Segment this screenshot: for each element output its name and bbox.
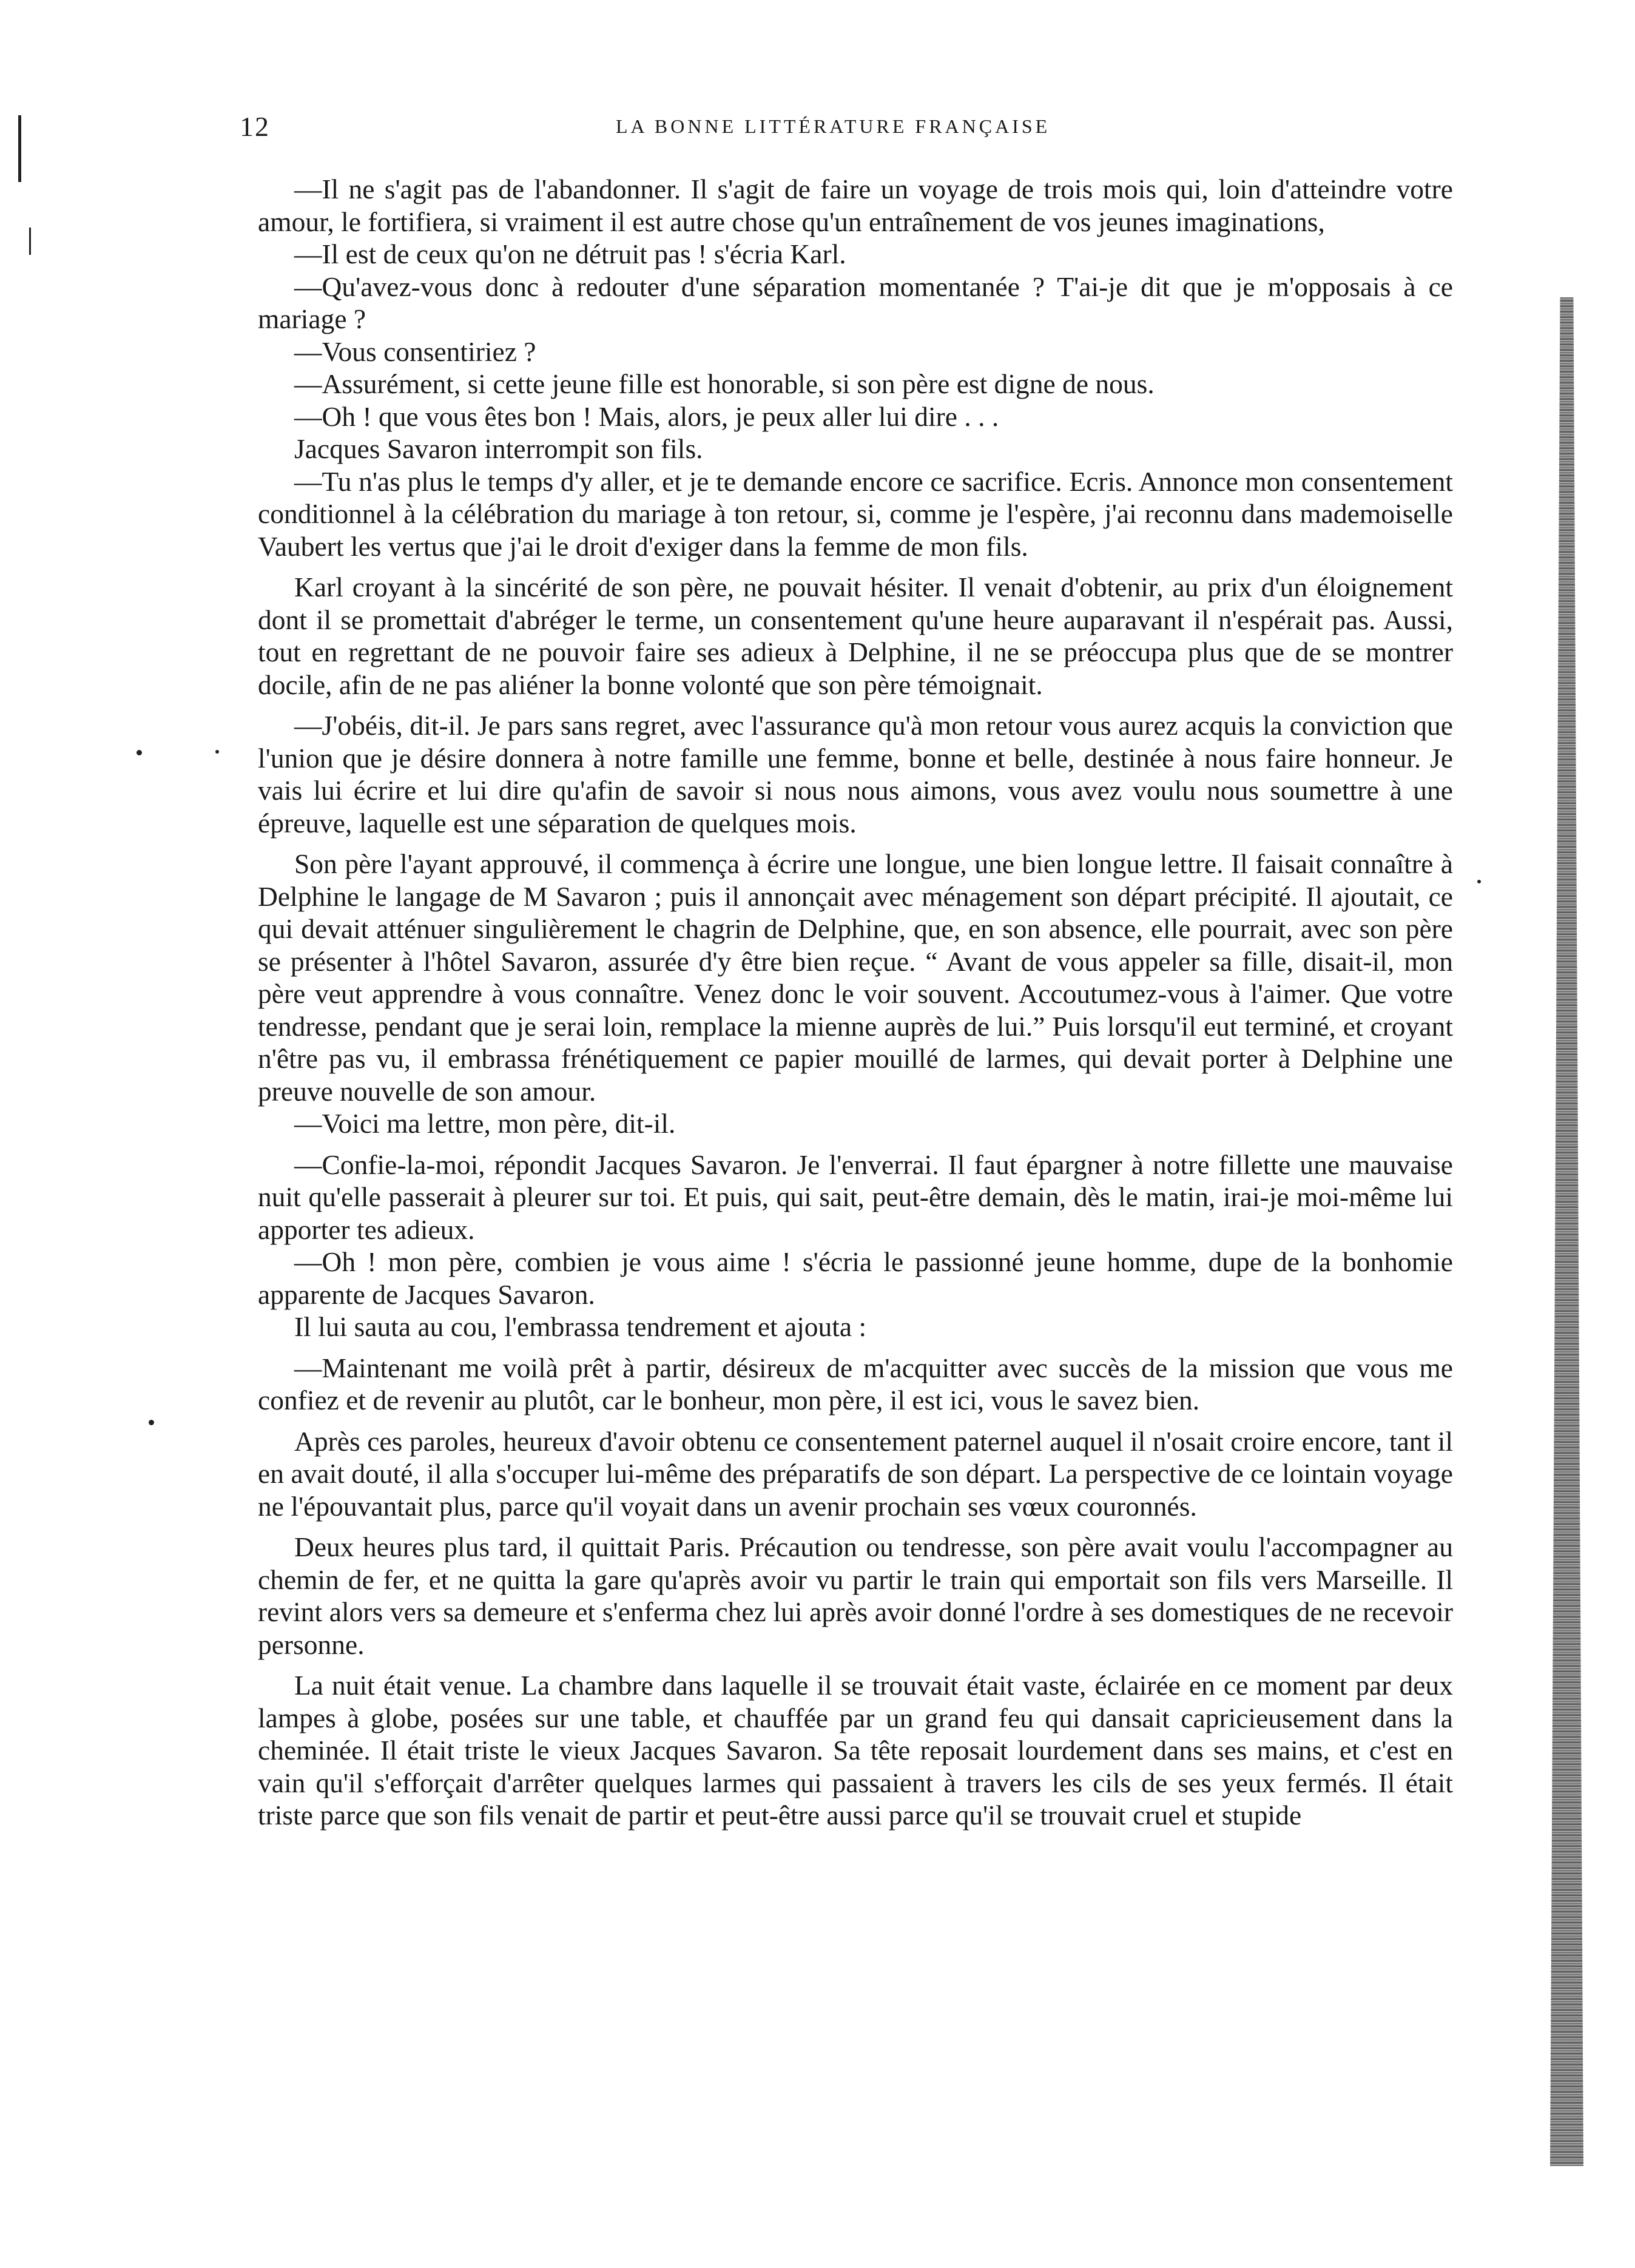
paragraph: La nuit était venue. La chambre dans laquelle il se trouvait était vaste, éclairée en ce moment par deux lampes à globe, posées sur une table, et chauffée par un grand feu qui dansait capricieusement dans la cheminée. Il était triste le vieux Jacques Savaron. Sa tête reposait lourdement dans ses mains, et c'est en vain qu'il s'efforçait d'arrêter quelques larmes qui passaient à travers les cils de ses yeux fermés. Il était triste parce que son fils venait de partir et peut-être aussi parce qu'il se trouvait cruel et stupide (258, 1670, 1453, 1831)
paragraph: Jacques Savaron interrompit son fils. (294, 433, 703, 464)
paragraph: —Assurément, si cette jeune fille est honorable, si son père est digne de nous. (294, 368, 1155, 399)
paragraph: —Confie-la-moi, répondit Jacques Savaron. Je l'enverrai. Il faut épargner à notre fillette une mauvaise nuit qu'elle passerait à pleurer sur toi. Et puis, qui sait, peut-être demain, dès le matin, irai-je moi-même lui apporter tes adieux. (258, 1149, 1453, 1245)
page-binding-shadow (1550, 297, 1583, 2166)
paragraph: —Maintenant me voilà prêt à partir, désireux de m'acquitter avec succès de la mission que vous me confiez et de revenir au plutôt, car le bonheur, mon père, il est ici, vous le savez bien. (258, 1352, 1453, 1416)
paragraph: —Il est de ceux qu'on ne détruit pas ! s'écria Karl. (294, 238, 846, 269)
running-title: LA BONNE LITTÉRATURE FRANÇAISE (616, 115, 1051, 137)
paragraph: —Oh ! mon père, combien je vous aime ! s'écria le passionné jeune homme, dupe de la bonhomie apparente de Jacques Savaron. (258, 1246, 1453, 1310)
page-number: 12 (240, 111, 270, 142)
paragraph: —J'obéis, dit-il. Je pars sans regret, avec l'assurance qu'à mon retour vous aurez acquis la conviction que l'union que je désire donnera à notre famille une femme, bonne et belle, destinée à nous faire honneur. Je vais lui écrire et lui dire qu'afin de savoir si nous nous aimons, vous avez voulu nous soumettre à une épreuve, laquelle est une séparation de quelques mois. (258, 710, 1453, 839)
scan-speck (137, 750, 142, 755)
scan-speck (149, 1420, 154, 1425)
scan-margin-mark (18, 115, 21, 182)
paragraph: —Il ne s'agit pas de l'abandonner. Il s'agit de faire un voyage de trois mois qui, loin d'atteindre votre amour, le fortifiera, si vraiment il est autre chose qu'un entraînement de vos jeunes imaginations, (258, 174, 1453, 237)
paragraph: Karl croyant à la sincérité de son père, ne pouvait hésiter. Il venait d'obtenir, au prix d'un éloignement dont il se promettait d'abréger le terme, un consentement qu'une heure auparavant il n'espérait pas. Aussi, tout en regrettant de ne pouvoir faire ses adieux à Delphine, il ne se préoccupa plus que de se montrer docile, afin de ne pas aliéner la bonne volonté que son père témoignait. (258, 572, 1453, 700)
page-header (240, 110, 1453, 153)
paragraph: —Qu'avez-vous donc à redouter d'une séparation momentanée ? T'ai-je dit que je m'opposais à ce mariage ? (258, 271, 1453, 334)
scan-margin-mark (29, 228, 31, 255)
scan-speck (215, 750, 219, 754)
paragraph: Son père l'ayant approuvé, il commença à écrire une longue, une bien longue lettre. Il faisait connaître à Delphine le langage de M Savaron ; puis il annonçait avec ménagement son départ précipité. Il ajoutait, ce qui devait atténuer singulièrement le chagrin de Delphine, que, en son absence, elle pourrait, avec son père se présenter à l'hôtel Savaron, assurée d'y être bien reçue. “ Avant de vous appeler sa fille, disait-il, mon père veut apprendre à vous connaître. Venez donc le voir souvent. Accoutumez-vous à l'aimer. Que votre tendresse, pendant que je serai loin, remplace la mienne auprès de lui.” Puis lorsqu'il eut terminé, et croyant n'être pas vu, il embrassa frénétiquement ce papier mouillé de larmes, qui devait porter à Delphine une preuve nouvelle de son amour. (258, 848, 1453, 1107)
paragraph: Deux heures plus tard, il quittait Paris. Précaution ou tendresse, son père avait voulu l'accompagner au chemin de fer, et ne quitta la gare qu'après avoir vu partir le train qui emportait son fils vers Marseille. Il revint alors vers sa demeure et s'enferma chez lui après avoir donné l'ordre à ses domestiques de ne recevoir personne. (258, 1531, 1453, 1660)
paragraph: —Tu n'as plus le temps d'y aller, et je te demande encore ce sacrifice. Ecris. Annonce mon consentement conditionnel à la célébration du mariage à ton retour, si, comme je l'espère, j'ai reconnu dans mademoiselle Vaubert les vertus que j'ai le droit d'exiger dans la femme de mon fils. (258, 465, 1453, 562)
paragraph: Il lui sauta au cou, l'embrassa tendrement et ajouta : (294, 1311, 867, 1342)
scan-speck (1477, 880, 1481, 883)
paragraph: —Oh ! que vous êtes bon ! Mais, alors, je peux aller lui dire . . . (294, 400, 999, 432)
paragraph: —Voici ma lettre, mon père, dit-il. (294, 1108, 676, 1139)
paragraph: —Vous consentiriez ? (294, 336, 536, 367)
paragraph: Après ces paroles, heureux d'avoir obtenu ce consentement paternel auquel il n'osait croire encore, tant il en avait douté, il alla s'occuper lui-même des préparatifs de son départ. La perspective de ce lointain voyage ne l'épouvantait plus, parce qu'il voyait dans un avenir prochain ses vœux couronnés. (258, 1425, 1453, 1522)
page-body (258, 173, 1453, 1832)
